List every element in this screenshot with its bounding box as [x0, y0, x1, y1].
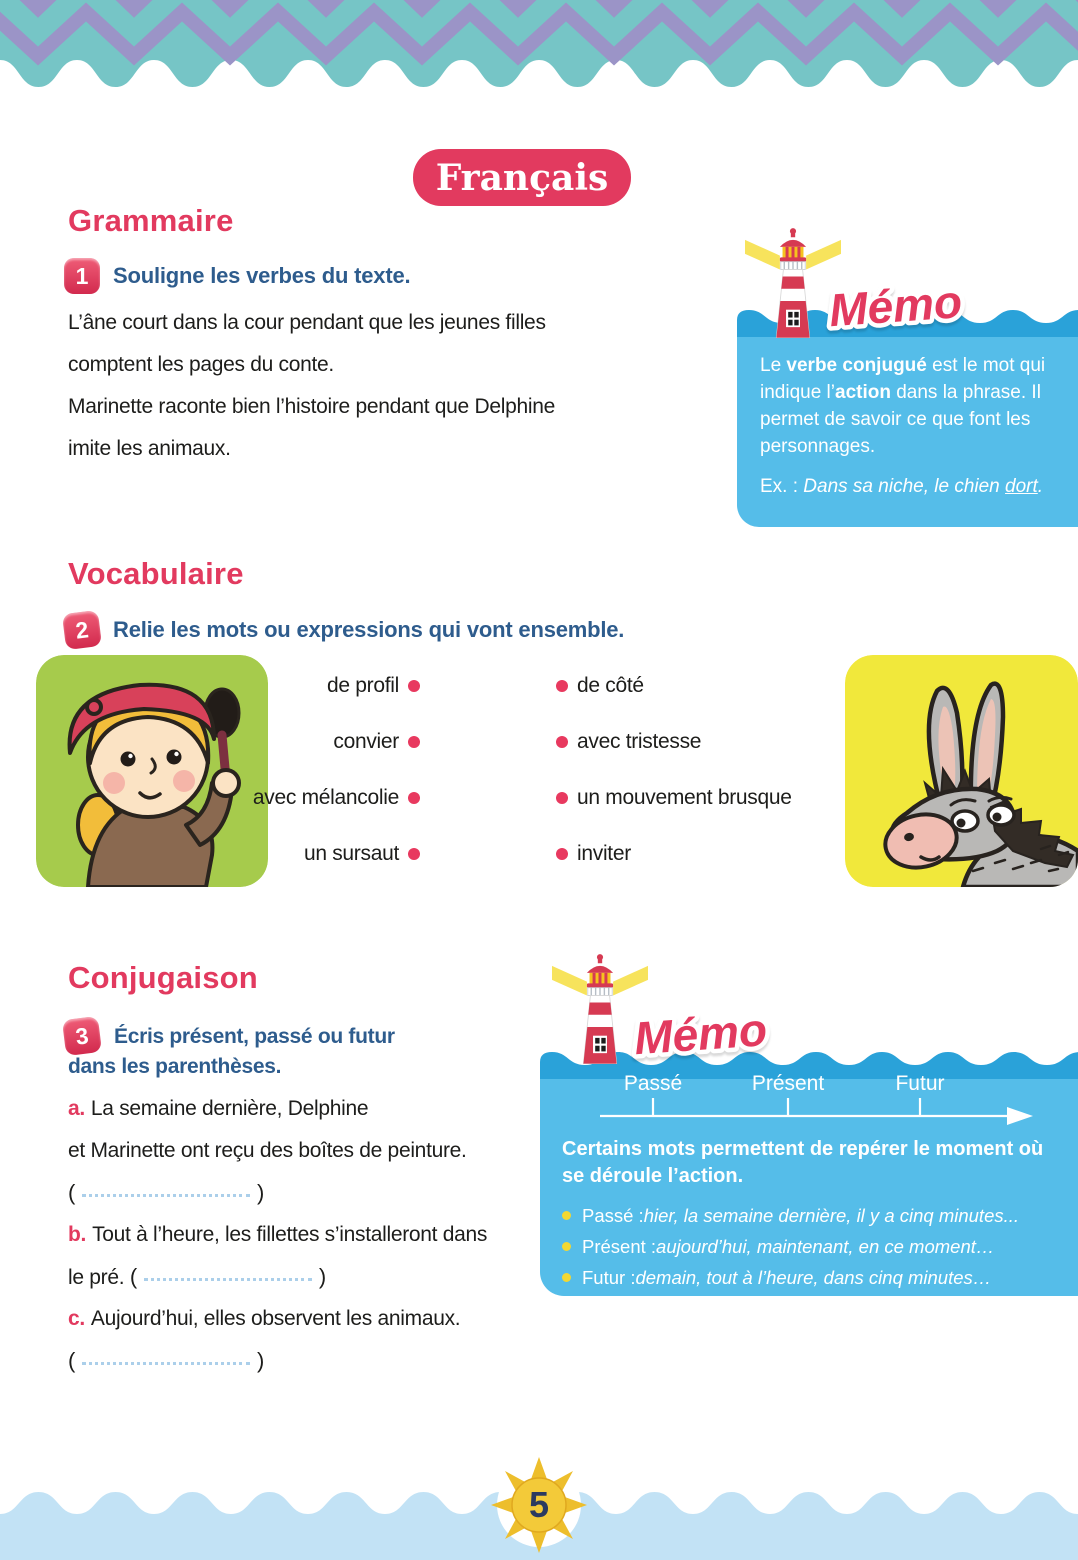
- item-c-label: c.: [68, 1307, 85, 1330]
- section-heading-vocabulaire: Vocabulaire: [68, 556, 244, 591]
- bullet-examples: aujourd’hui, maintenant, en ce moment…: [656, 1235, 995, 1257]
- example-italic: Dans sa niche, le chien: [803, 476, 1006, 497]
- memo-text-segment: est le mot qui indique l’: [760, 355, 1046, 403]
- match-row: [240, 658, 820, 714]
- conjugaison-item-a: [68, 1094, 368, 1124]
- bullet-dot-icon: [562, 1273, 571, 1282]
- exercise-1-header: [64, 258, 410, 294]
- paren-open: (: [68, 1348, 76, 1373]
- conjugaison-item-b-line2: [68, 1262, 326, 1292]
- match-dot[interactable]: [556, 848, 568, 860]
- conjugaison-item-a-line2: et Marinette ont reçu des boîtes de peinture.: [68, 1139, 467, 1162]
- conjugaison-item-c: [68, 1304, 460, 1334]
- match-dot[interactable]: [408, 736, 420, 748]
- bullet-examples: hier, la semaine dernière, il y a cinq minutes...: [643, 1204, 1020, 1226]
- exercise-1-number-badge: 1: [64, 258, 100, 294]
- bullet-term: Futur :: [582, 1266, 636, 1288]
- bullet-dot-icon: [562, 1242, 571, 1251]
- bullet-term: Passé :: [582, 1204, 644, 1226]
- memo-grammaire-title: [815, 268, 1025, 340]
- sun-icon: [491, 1457, 587, 1553]
- example-end: .: [1037, 476, 1044, 497]
- section-heading-conjugaison: Conjugaison: [68, 960, 258, 995]
- timeline-diagram: [585, 1066, 1045, 1126]
- matching-exercise: [240, 658, 820, 882]
- section-heading-grammaire: Grammaire: [68, 203, 234, 238]
- memo-conjugaison-title: [620, 996, 830, 1068]
- memo-text-bold: verbe conjugué: [786, 355, 927, 376]
- exercise-1-text: [68, 302, 555, 470]
- example-underlined-word: dort: [1005, 476, 1038, 497]
- match-dot[interactable]: [556, 792, 568, 804]
- memo-text-bold: action: [835, 382, 891, 403]
- match-dot[interactable]: [556, 736, 568, 748]
- conjugaison-item-a-blank: [68, 1178, 264, 1208]
- item-b-text-prefix: le pré.: [68, 1266, 130, 1289]
- paren-close: ): [257, 1348, 265, 1373]
- memo-text-segment: dans la phrase. Il permet de savoir ce que font les personnages.: [760, 382, 1041, 457]
- memo-conjugaison-intro: Certains mots permettent de repérer le moment où se déroule l’action.: [562, 1138, 1044, 1187]
- match-word-left: un sursaut: [303, 842, 399, 865]
- memo-conjugaison-bullets: [562, 1200, 1019, 1293]
- match-word-left: convier: [333, 730, 399, 753]
- paren-open: (: [129, 1264, 137, 1289]
- page-title: Français: [435, 156, 609, 199]
- match-row: [240, 770, 820, 826]
- paren-close: ): [257, 1180, 265, 1205]
- conjugaison-item-c-blank: [68, 1346, 264, 1376]
- match-word-right: de côté: [577, 674, 644, 697]
- page-number: 5: [528, 1484, 550, 1525]
- item-a-label: a.: [68, 1097, 85, 1120]
- conjugaison-item-b: [68, 1220, 487, 1250]
- memo-bullet: [562, 1200, 1019, 1231]
- item-c-text: Aujourd’hui, elles observent les animaux.: [90, 1307, 461, 1330]
- item-a-text: La semaine dernière, Delphine: [90, 1097, 369, 1120]
- paren-open: (: [68, 1180, 76, 1205]
- answer-blank[interactable]: [144, 1265, 312, 1281]
- exercise-2-number-badge: 2: [62, 610, 102, 650]
- match-dot[interactable]: [408, 680, 420, 692]
- text-line: L’âne court dans la cour pendant que les jeunes filles: [68, 311, 546, 334]
- bullet-examples: demain, tout à l’heure, dans cinq minutes…: [635, 1266, 992, 1288]
- match-dot[interactable]: [556, 680, 568, 692]
- exercise-3-instruction-line1: Écris présent, passé ou futur: [114, 1025, 395, 1048]
- memo-text-segment: Le: [760, 355, 787, 376]
- match-word-right: un mouvement brusque: [577, 786, 792, 809]
- match-dot[interactable]: [408, 848, 420, 860]
- answer-blank[interactable]: [82, 1349, 250, 1365]
- text-line: imite les animaux.: [68, 437, 231, 460]
- timeline-label-futur: Futur: [895, 1072, 945, 1095]
- memo-title-text: Mémo: [632, 1003, 769, 1065]
- example-prefix: Ex. :: [760, 476, 804, 497]
- exercise-2-instruction: Relie les mots ou expressions qui vont ensemble.: [113, 617, 625, 642]
- item-b-label: b.: [68, 1223, 87, 1246]
- footer-wave-band: [0, 1450, 1078, 1560]
- paren-close: ): [318, 1264, 326, 1289]
- bullet-term: Présent :: [582, 1235, 657, 1257]
- exercise-2-header: [64, 612, 624, 648]
- memo-grammaire-text: [760, 352, 1062, 500]
- timeline-label-present: Présent: [751, 1072, 825, 1095]
- exercise-3-number-badge: 3: [62, 1016, 102, 1056]
- answer-blank[interactable]: [82, 1181, 250, 1197]
- exercise-3-instruction-line2: dans les parenthèses.: [68, 1055, 282, 1078]
- memo-example: [760, 473, 1062, 500]
- timeline-arrowhead: [1007, 1107, 1033, 1125]
- timeline-label-passe: Passé: [623, 1072, 683, 1095]
- girl-illustration: [36, 655, 268, 887]
- match-word-right: inviter: [577, 842, 631, 865]
- page-title-badge: [413, 149, 631, 206]
- match-dot[interactable]: [408, 792, 420, 804]
- donkey-illustration: [845, 655, 1078, 887]
- memo-title-text: Mémo: [827, 275, 964, 337]
- match-row: [240, 714, 820, 770]
- bullet-dot-icon: [562, 1211, 571, 1220]
- match-row: [240, 826, 820, 882]
- item-b-text: Tout à l’heure, les fillettes s’installeront dans: [92, 1223, 488, 1246]
- match-word-left: avec mélancolie: [252, 786, 399, 809]
- memo-bullet: [562, 1262, 1019, 1293]
- match-word-right: avec tristesse: [577, 730, 702, 753]
- header-zigzag-wave-band: [0, 0, 1078, 100]
- text-line: comptent les pages du conte.: [68, 353, 334, 376]
- match-word-left: de profil: [326, 674, 399, 697]
- memo-bullet: [562, 1231, 1019, 1262]
- exercise-1-instruction: Souligne les verbes du texte.: [113, 263, 411, 288]
- text-line: Marinette raconte bien l’histoire pendant que Delphine: [68, 395, 555, 418]
